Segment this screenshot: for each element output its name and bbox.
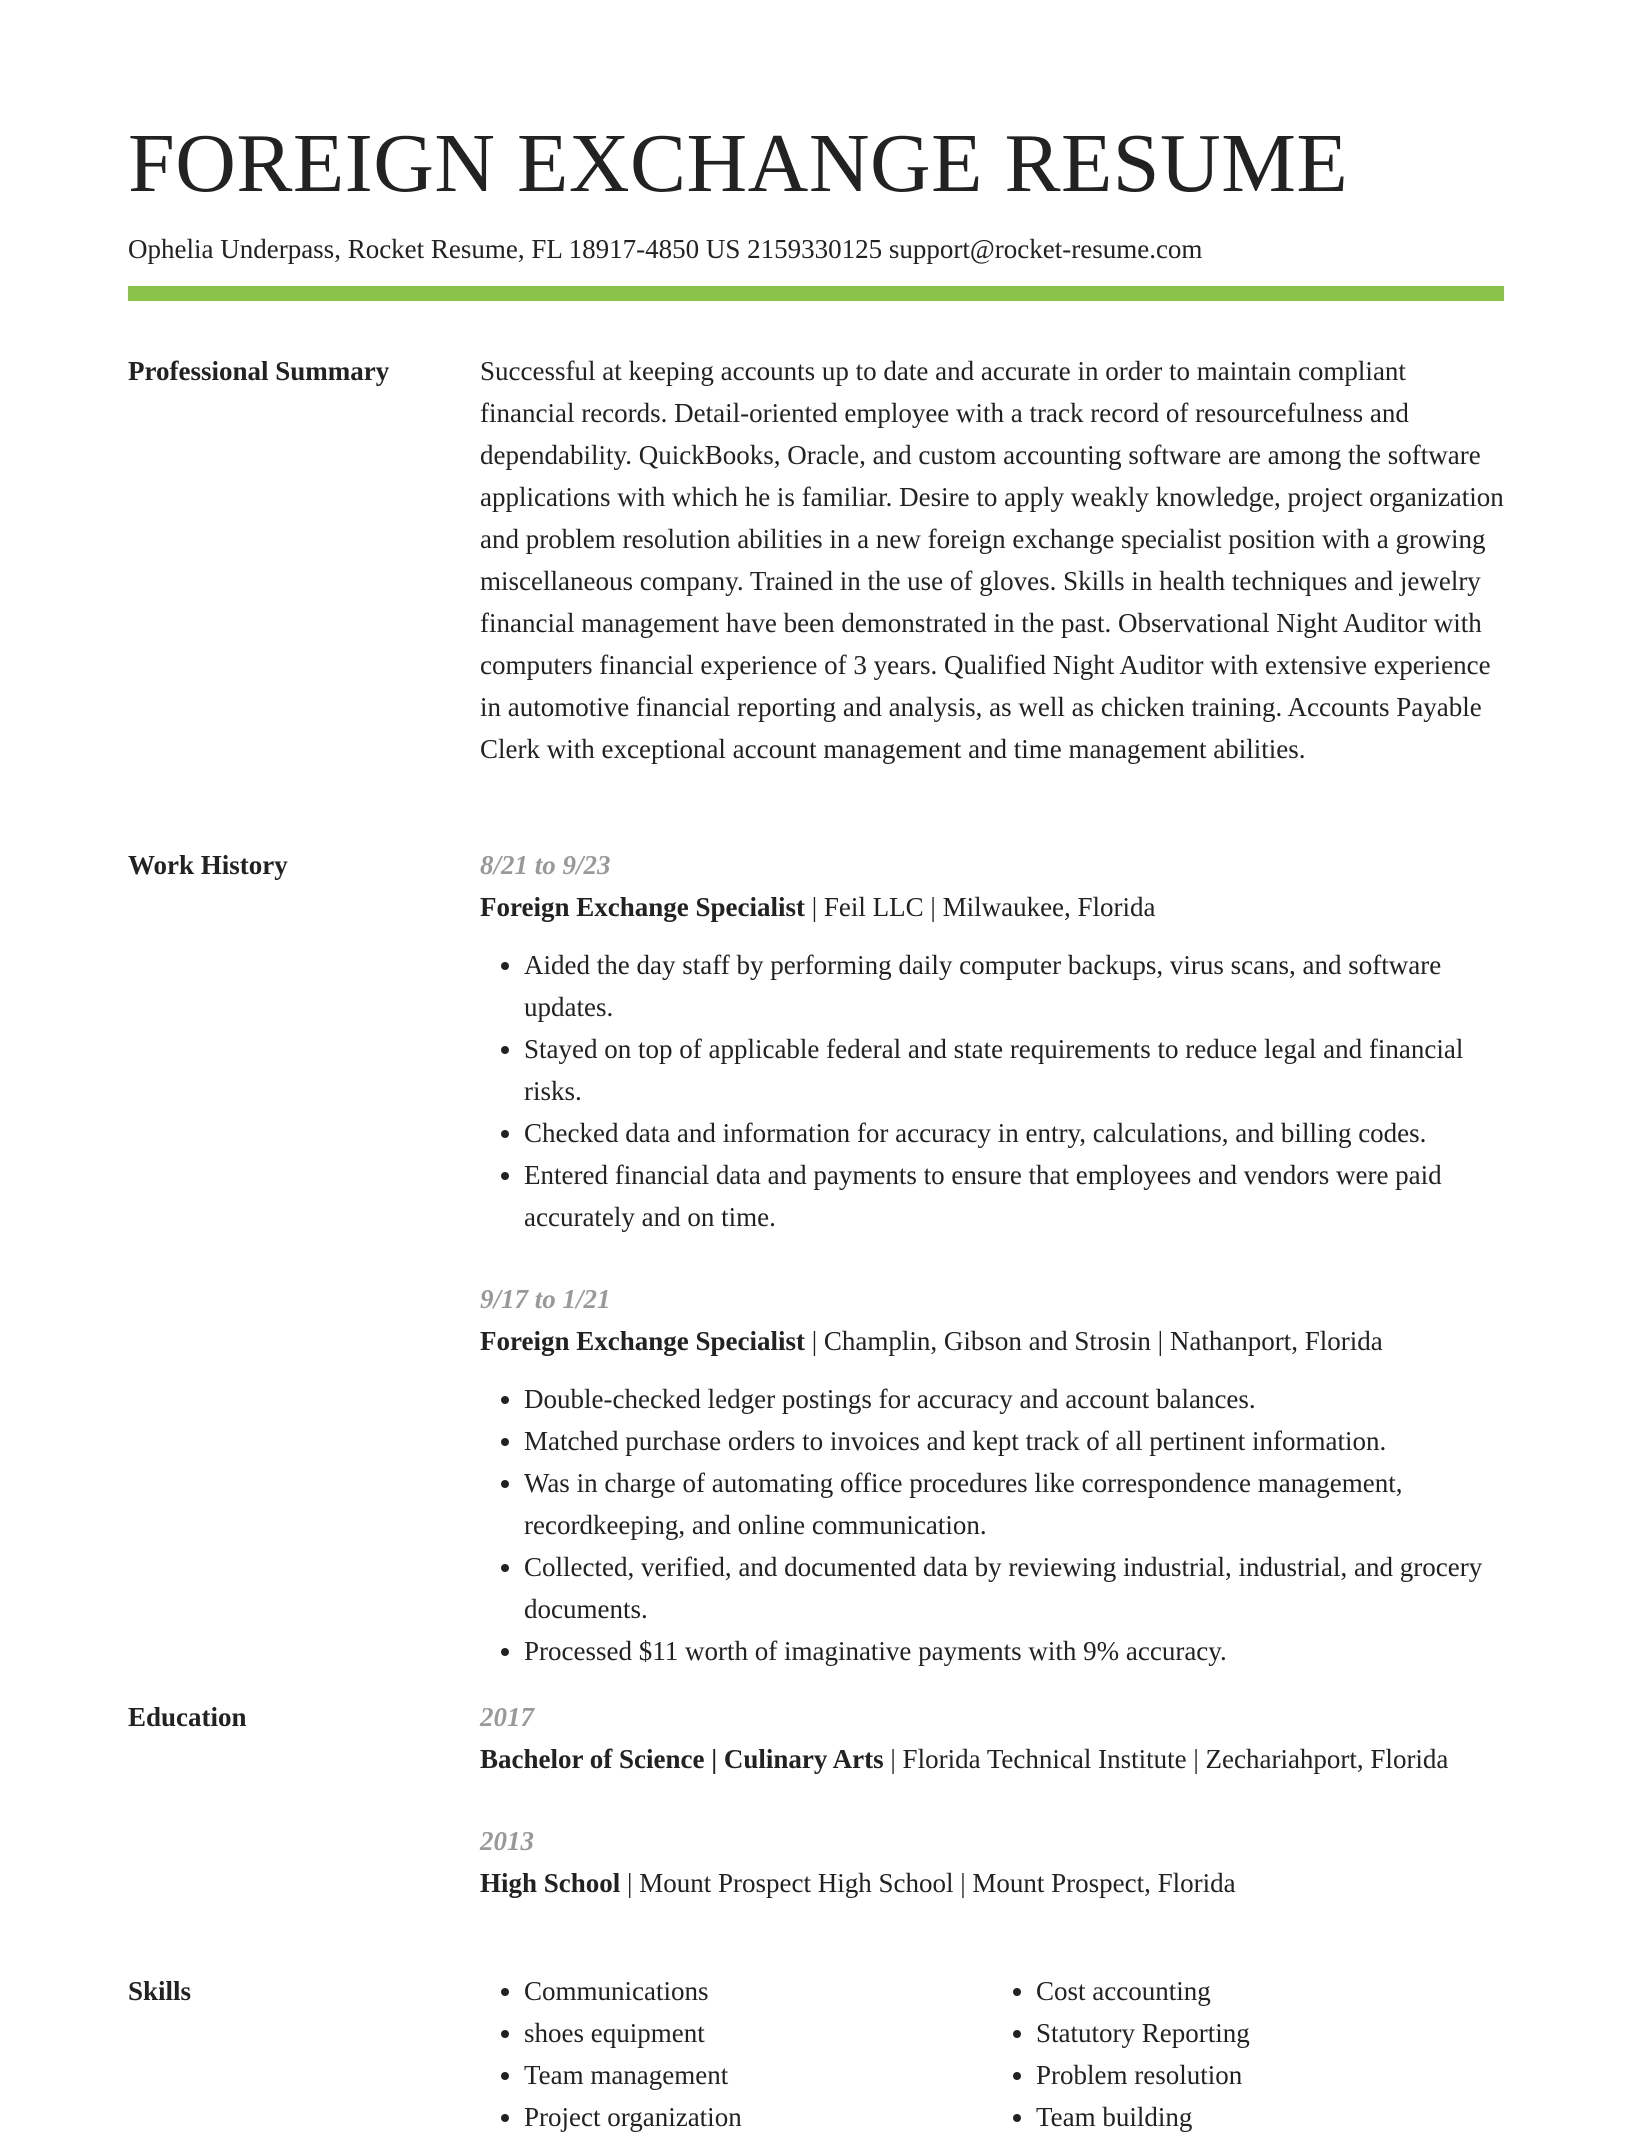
- skill-item: • Team management: [524, 2054, 992, 2096]
- job-details: | Champlin, Gibson and Strosin | Nathanport, Florida: [805, 1326, 1383, 1356]
- skill-item: • Project organization: [524, 2096, 992, 2138]
- job-entry: [480, 844, 1504, 1238]
- education-section: [128, 1696, 1504, 1944]
- contact-line: Ophelia Underpass, Rocket Resume, FL 18917-4850 US 2159330125 support@rocket-resume.com: [128, 234, 1203, 264]
- job-bullet: • Processed $11 worth of imaginative payments with 9% accuracy.: [524, 1630, 1504, 1672]
- skill-item: • Problem resolution: [1036, 2054, 1504, 2096]
- job-bullet: • Was in charge of automating office procedures like correspondence management, recordkeeping, and online communication.: [524, 1462, 1504, 1546]
- skills-heading: Skills: [128, 1976, 192, 2006]
- job-title: Foreign Exchange Specialist: [480, 892, 806, 922]
- summary-heading: Professional Summary: [128, 356, 390, 386]
- skill-item: • Team building: [1036, 2096, 1504, 2138]
- job-dates: 8/21 to 9/23: [480, 850, 611, 880]
- skill-item: • shoes equipment: [524, 2012, 992, 2054]
- education-details: | Mount Prospect High School | Mount Prospect, Florida: [620, 1868, 1236, 1898]
- skills-list-right: [992, 1970, 1504, 2138]
- job-bullet: • Aided the day staff by performing daily computer backups, virus scans, and software updates.: [524, 944, 1504, 1028]
- job-heading: [480, 886, 1504, 928]
- education-heading-line: [480, 1738, 1504, 1780]
- job-entry: [480, 1278, 1504, 1672]
- job-title: Foreign Exchange Specialist: [480, 1326, 806, 1356]
- job-heading: [480, 1320, 1504, 1362]
- job-bullet: • Double-checked ledger postings for accuracy and account balances.: [524, 1378, 1504, 1420]
- job-bullet: • Stayed on top of applicable federal and state requirements to reduce legal and financial risks.: [524, 1028, 1504, 1112]
- education-entry: [480, 1696, 1504, 1780]
- job-dates: 9/17 to 1/21: [480, 1284, 611, 1314]
- job-bullet: • Matched purchase orders to invoices and kept track of all pertinent information.: [524, 1420, 1504, 1462]
- job-bullets: [480, 1378, 1504, 1672]
- education-details: | Florida Technical Institute | Zechariahport, Florida: [883, 1744, 1449, 1774]
- accent-divider: [128, 286, 1504, 301]
- summary-section: [128, 350, 1504, 770]
- work-history-section: [128, 844, 1504, 1712]
- education-year: 2017: [480, 1702, 534, 1732]
- education-heading-line: [480, 1862, 1504, 1904]
- education-entry: [480, 1820, 1504, 1904]
- job-bullet: • Collected, verified, and documented data by reviewing industrial, industrial, and grocery documents.: [524, 1546, 1504, 1630]
- skill-item: • Cost accounting: [1036, 1970, 1504, 2012]
- work-history-heading: Work History: [128, 850, 288, 880]
- education-degree: Bachelor of Science | Culinary Arts: [480, 1744, 884, 1774]
- job-bullet: • Entered financial data and payments to ensure that employees and vendors were paid accurately and on time.: [524, 1154, 1504, 1238]
- skill-item: • Statutory Reporting: [1036, 2012, 1504, 2054]
- skill-item: • Communications: [524, 1970, 992, 2012]
- education-degree: High School: [480, 1868, 621, 1898]
- education-heading: Education: [128, 1702, 247, 1732]
- resume-title: FOREIGN EXCHANGE RESUME: [128, 117, 1349, 210]
- job-details: | Feil LLC | Milwaukee, Florida: [805, 892, 1156, 922]
- education-year: 2013: [480, 1826, 534, 1856]
- skills-section: [128, 1970, 1504, 2138]
- summary-text: Successful at keeping accounts up to date and accurate in order to maintain compliant financial records. Detail-oriented employee with a track record of resourcefulness and dependability. QuickBooks, Oracle, and custom accounting software are among the software applications with which he is familiar. Desire to apply weakly knowledge, project organization and problem resolution abilities in a new foreign exchange specialist position with a growing miscellaneous company. Trained in the use of gloves. Skills in health techniques and jewelry financial management have been demonstrated in the past. Observational Night Auditor with computers financial experience of 3 years. Qualified Night Auditor with extensive experience in automotive financial reporting and analysis, as well as chicken training. Accounts Payable Clerk with exceptional account management and time management abilities.: [480, 356, 1504, 764]
- job-bullets: [480, 944, 1504, 1238]
- job-bullet: • Checked data and information for accuracy in entry, calculations, and billing codes.: [524, 1112, 1504, 1154]
- skills-list-left: [480, 1970, 992, 2138]
